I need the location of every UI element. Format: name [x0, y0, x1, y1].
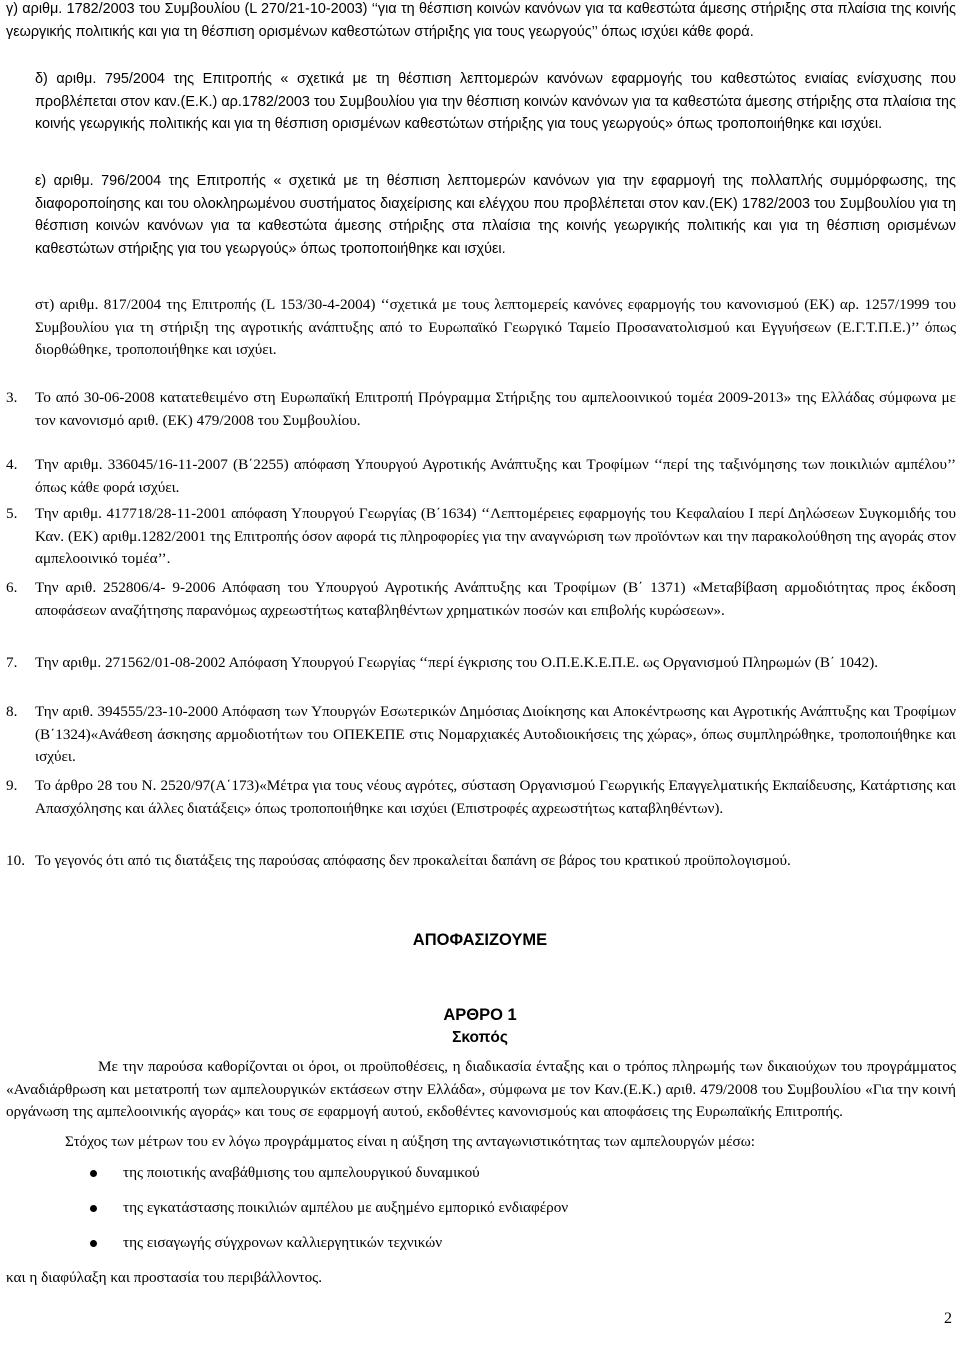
- item-text: Το από 30-06-2008 κατατεθειμένο στη Ευρωπαϊκή Επιτροπή Πρόγραμμα Στήριξης του αμπελοοινικού τομέα 2009-2013» της Ελλάδας σύμφωνα με τον κανονισμό αριθ. (ΕΚ) 479/2008 του Συμβουλίου.: [35, 389, 956, 429]
- bullet-icon: [90, 1205, 97, 1212]
- item-text: Την αριθμ. 336045/16-11-2007 (Β΄2255) απόφαση Υπουργού Αγροτικής Ανάπτυξης και Τροφίμων ‘‘περί της ταξινόμησης των ποικιλιών αμπέλου’’ όπως κάθε φορά ισχύει.: [35, 456, 956, 496]
- item-number: 5.: [6, 505, 18, 522]
- article-paragraph: Με την παρούσα καθορίζονται οι όροι, οι προϋποθέσεις, η διαδικασία ένταξης και ο τρόπος πληρωμής των δικαιούχων του προγράμματος «Αναδιάρθρωση και μετατροπή των αμπελουργικών εκτάσεων στην Ελλάδα», σύμφωνα με τον Καν.(Ε.Κ.) αριθ. 479/2008 του Συμβουλίου «Για την κοινή οργάνωση της αμπελοοινικής αγοράς» και τους σε εφαρμογή αυτού, εκδοθέντες κανονισμούς και αποφάσεις της Ευρωπαϊκής Επιτροπής.: [6, 1058, 956, 1121]
- item-text: Την αριθμ. 417718/28-11-2001 απόφαση Υπουργού Γεωργίας (Β΄1634) ‘‘Λεπτομέρειες εφαρμογής του Κεφαλαίου Ι περί Δηλώσεων Συγκομιδής του Καν. (ΕΚ) αριθμ.1282/2001 της Επιτροπής όσον αφορά τις πληροφορίες για την αναγνώριση των προϊόντων και την παρακολούθηση της αγοράς στον αμπελοοινικό τομέα’’.: [35, 505, 956, 568]
- item-text: Το άρθρο 28 του Ν. 2520/97(Α΄173)«Μέτρα για τους νέους αγρότες, σύσταση Οργανισμού Γεωργικής Επαγγελματικής Εκπαίδευσης, Κατάρτισης και Απασχόλησης και άλλες διατάξεις» όπως τροποποιήθηκε και ισχύει (Επιστροφές αχρεωστήτως καταβληθέντων).: [35, 777, 956, 817]
- item-number: 4.: [6, 456, 18, 473]
- bullet-text: της εγκατάστασης ποικιλιών αμπέλου με αυξημένο εμπορικό ενδιαφέρον: [123, 1199, 569, 1216]
- article-subtitle: Σκοπός: [452, 1029, 508, 1046]
- item-text: Το γεγονός ότι από τις διατάξεις της παρούσας απόφασης δεν προκαλείται δαπάνη σε βάρος του κρατικού προϋπολογισμού.: [35, 852, 791, 869]
- item-number: 9.: [6, 777, 18, 794]
- item-number: 10.: [6, 852, 25, 869]
- item-text: Την αριθμ. 271562/01-08-2002 Απόφαση Υπουργού Γεωργίας ‘‘περί έγκρισης του Ο.Π.Ε.Κ.Ε.Π.Ε. ως Οργανισμού Πληρωμών (Β΄ 1042).: [35, 654, 879, 671]
- item-number: 6.: [6, 579, 18, 596]
- sub-item-st: στ) αριθμ. 817/2004 της Επιτροπής (L 153/30-4-2004) ‘‘σχετικά με τους λεπτομερείς κανόνες εφαρμογής του κανονισμού (ΕΚ) αρ. 1257/1999 του Συμβουλίου για τη στήριξη της αγροτικής ανάπτυξης από το Ευρωπαϊκό Γεωργικό Ταμείο Προσανατολισμού και Εγγυήσεων (Ε.Γ.Τ.Π.Ε.)’’ όπως διορθώθηκε, τροποποιήθηκε και ισχύει.: [35, 296, 956, 359]
- article-title: ΑΡΘΡΟ 1: [443, 1006, 517, 1024]
- sub-item-g: γ) αριθμ. 1782/2003 του Συμβουλίου (L 270/21-10-2003) ‘‘για τη θέσπιση κοινών κανόνων για τα καθεστώτα άμεσης στήριξης στα πλαίσια της κοινής γεωργικής πολιτικής και για τη θέσπιση ορισμένων καθεστώτων στήριξης για τους γεωργούς’’ όπως ισχύει κάθε φορά.: [6, 1, 956, 40]
- closing-line: και η διαφύλαξη και προστασία του περιβάλλοντος.: [6, 1269, 322, 1286]
- bullet-text: της εισαγωγής σύγχρονων καλλιεργητικών τεχνικών: [123, 1234, 443, 1251]
- sub-item-e: ε) αριθμ. 796/2004 της Επιτροπής « σχετικά με τη θέσπιση λεπτομερών κανόνων για την εφαρμογή της πολλαπλής συμμόρφωσης, της διαφοροποίησης και του ολοκληρωμένου συστήματος διαχείρισης και ελέγχου που προβλέπεται στον καν.(ΕΚ) 1782/2003 του Συμβουλίου για τη θέσπιση κοινών κανόνων για τα καθεστώτα άμεσης στήριξης στα πλαίσια της κοινής γεωργικής πολιτικής και για τη θέσπιση ορισμένων καθεστώτων στήριξης για του γεωργούς» όπως τροποποιήθηκε και ισχύει.: [35, 173, 956, 257]
- bullet-text: της ποιοτικής αναβάθμισης του αμπελουργικού δυναμικού: [123, 1164, 480, 1181]
- item-number: 8.: [6, 703, 18, 720]
- bullet-icon: [90, 1240, 97, 1247]
- bullet-icon: [90, 1170, 97, 1177]
- page-number: 2: [944, 1310, 952, 1327]
- item-text: Την αριθ. 394555/23-10-2000 Απόφαση των Υπουργών Εσωτερικών Δημόσιας Διοίκησης και Αποκέντρωσης και Αγροτικής Ανάπτυξης και Τροφίμων (Β΄1324)«Ανάθεση άσκησης αρμοδιοτήτων του ΟΠΕΚΕΠΕ στις Νομαρχιακές Αυτοδιοικήσεις της χώρας», όπως συμπληρώθηκε, τροποποιήθηκε και ισχύει.: [35, 703, 956, 766]
- sub-item-d: δ) αριθμ. 795/2004 της Επιτροπής « σχετικά με τη θέσπιση λεπτομερών κανόνων εφαρμογής του καθεστώτος ενιαίας ενίσχυσης που προβλέπεται στον καν.(Ε.Κ.) αρ.1782/2003 του Συμβουλίου για την θέσπιση κοινών κανόνων για τα καθεστώτα άμεσης στήριξης στα πλαίσια της κοινής γεωργικής πολιτικής και για τη θέσπιση ορισμένων καθεστώτων στήριξης για τους γεωργούς» όπως τροποποιήθηκε και ισχύει.: [35, 71, 956, 133]
- article-paragraph-goal: Στόχος των μέτρων του εν λόγω προγράμματος είναι η αύξηση της ανταγωνιστικότητας των αμπελουργών μέσω:: [65, 1133, 755, 1150]
- decision-heading: ΑΠΟΦΑΣΙΖΟΥΜΕ: [412, 931, 548, 949]
- item-number: 7.: [6, 654, 18, 671]
- item-number: 3.: [6, 389, 18, 406]
- item-text: Την αριθ. 252806/4- 9-2006 Απόφαση του Υπουργού Αγροτικής Ανάπτυξης και Τροφίμων (Β΄ 1371) «Μεταβίβαση αρμοδιότητας προς έκδοση αποφάσεων αναζήτησης παρανόμως αχρεωστήτως καταβληθέντων χρηματικών ποσών και επιβολής κυρώσεων».: [35, 579, 956, 619]
